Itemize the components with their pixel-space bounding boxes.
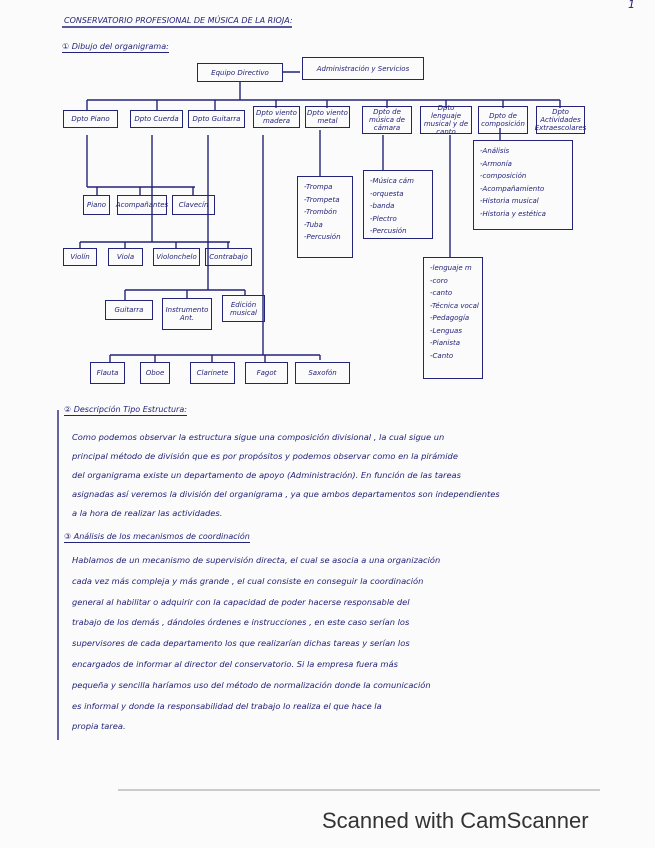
- list-item: -Música cám: [370, 177, 414, 185]
- document-title: CONSERVATORIO PROFESIONAL DE MÚSICA DE LA RIOJA:: [64, 16, 293, 25]
- text-line: Hablamos de un mecanismo de supervisión directa, el cual se asocia a una organización: [72, 555, 441, 565]
- page-number: 1: [628, 0, 635, 11]
- list-item: -Percusión: [304, 233, 341, 241]
- list-item: -lenguaje m: [430, 264, 472, 272]
- equipo-directivo-box: Equipo Directivo: [197, 63, 283, 82]
- woodwind-subunit-box: Flauta: [90, 362, 125, 384]
- piano-subunit-box: Acompañantes: [117, 195, 167, 215]
- department-box: Dpto Guitarra: [188, 110, 245, 128]
- department-box: Dpto Piano: [63, 110, 118, 128]
- text-line: propia tarea.: [72, 721, 126, 732]
- section3-heading: ③ Análisis de los mecanismos de coordinación: [64, 532, 250, 541]
- list-item: -Plectro: [370, 214, 397, 223]
- piano-subunit-box: Clavecín: [172, 195, 215, 215]
- camara-list: [363, 170, 433, 239]
- piano-subunit-box: Piano: [83, 195, 110, 215]
- list-item: -Pianista: [430, 339, 461, 347]
- strings-subunit-box: Violonchelo: [153, 248, 200, 266]
- text-line: es informal y donde la responsabilidad del trabajo lo realiza el que hace la: [72, 700, 382, 711]
- list-item: -Pedagogía: [430, 314, 470, 322]
- strings-subunit-box: Viola: [108, 248, 143, 266]
- department-box: Dpto Actividades Extraescolares: [534, 108, 587, 132]
- woodwind-subunit-box: Fagot: [245, 362, 288, 384]
- department-box: Dpto viento madera: [253, 106, 300, 128]
- strings-subunit-box: Contrabajo: [205, 248, 252, 266]
- list-item: -Canto: [430, 351, 454, 360]
- list-item: -Acompañamiento: [480, 184, 545, 193]
- list-item: -Historia musical: [480, 197, 539, 205]
- list-item: -Historia y estética: [480, 209, 546, 218]
- section1-heading: ① Dibujo del organigrama:: [62, 42, 169, 51]
- department-box: Dpto de composición: [478, 106, 528, 134]
- administracion-box: Administración y Servicios: [302, 57, 424, 80]
- list-item: -canto: [430, 289, 453, 297]
- text-line: trabajo de los demás , dándoles órdenes e instrucciones , en este caso serían los: [72, 617, 410, 628]
- section3-paragraph: [72, 555, 592, 742]
- list-item: -Lenguas: [430, 326, 462, 335]
- guitar-subunit-box: Guitarra: [105, 300, 153, 320]
- text-line: principal método de división que es por propósitos y podemos observar como en la pirámide: [72, 451, 458, 461]
- department-box: Dpto de música de cámara: [362, 106, 412, 134]
- list-item: -Tuba: [304, 220, 323, 229]
- text-line: pequeña y sencilla haríamos uso del método de normalización donde la comunicación: [72, 679, 431, 690]
- viento-metal-list: [297, 176, 353, 258]
- list-item: -coro: [430, 276, 448, 285]
- text-line: asignadas así veremos la división del organigrama , ya que ambos departamentos son independientes: [72, 489, 500, 499]
- text-line: del organigrama existe un departamento de apoyo (Administración). En función de las tareas: [72, 470, 461, 480]
- department-box: Dpto lenguaje musical y de canto: [420, 106, 472, 134]
- department-box: Dpto viento metal: [305, 106, 350, 128]
- text-line: cada vez más compleja y más grande , el cual consiste en conseguir la coordinación: [72, 575, 424, 586]
- list-item: -Percusión: [370, 227, 407, 235]
- strings-subunit-box: Violín: [63, 248, 97, 266]
- woodwind-subunit-box: Saxofón: [295, 362, 350, 384]
- list-item: -Trompa: [304, 183, 333, 191]
- text-line: encargados de informar al director del conservatorio. Si la empresa fuera más: [72, 658, 398, 669]
- section2-paragraph: [72, 432, 592, 527]
- list-item: -Análisis: [480, 147, 510, 155]
- text-line: Como podemos observar la estructura sigue una composición divisional , la cual sigue un: [72, 432, 445, 442]
- list-item: -Trombón: [304, 208, 337, 216]
- woodwind-subunit-box: Oboe: [140, 362, 170, 384]
- composicion-list: [473, 140, 573, 230]
- guitar-subunit-box: Edición musical: [222, 295, 265, 322]
- guitar-subunit-box: Instrumento Ant.: [162, 298, 212, 330]
- text-line: supervisores de cada departamento los que realizarían dichas tareas y serían los: [72, 638, 410, 649]
- list-item: -banda: [370, 202, 395, 210]
- list-item: -composición: [480, 172, 527, 180]
- section2-heading: ② Descripción Tipo Estructura:: [64, 405, 187, 414]
- list-item: -Armonía: [480, 159, 512, 168]
- woodwind-subunit-box: Clarinete: [190, 362, 235, 384]
- text-line: a la hora de realizar las actividades.: [72, 508, 223, 518]
- list-item: -Trompeta: [304, 195, 340, 204]
- lenguaje-list: [423, 257, 483, 379]
- department-box: Dpto Cuerda: [130, 110, 183, 128]
- list-item: -orquesta: [370, 189, 404, 198]
- camscanner-watermark: Scanned with CamScanner: [322, 808, 589, 833]
- list-item: -Técnica vocal: [430, 301, 479, 310]
- text-line: general al habilitar o adquirir con la capacidad de poder hacerse responsable del: [72, 596, 410, 607]
